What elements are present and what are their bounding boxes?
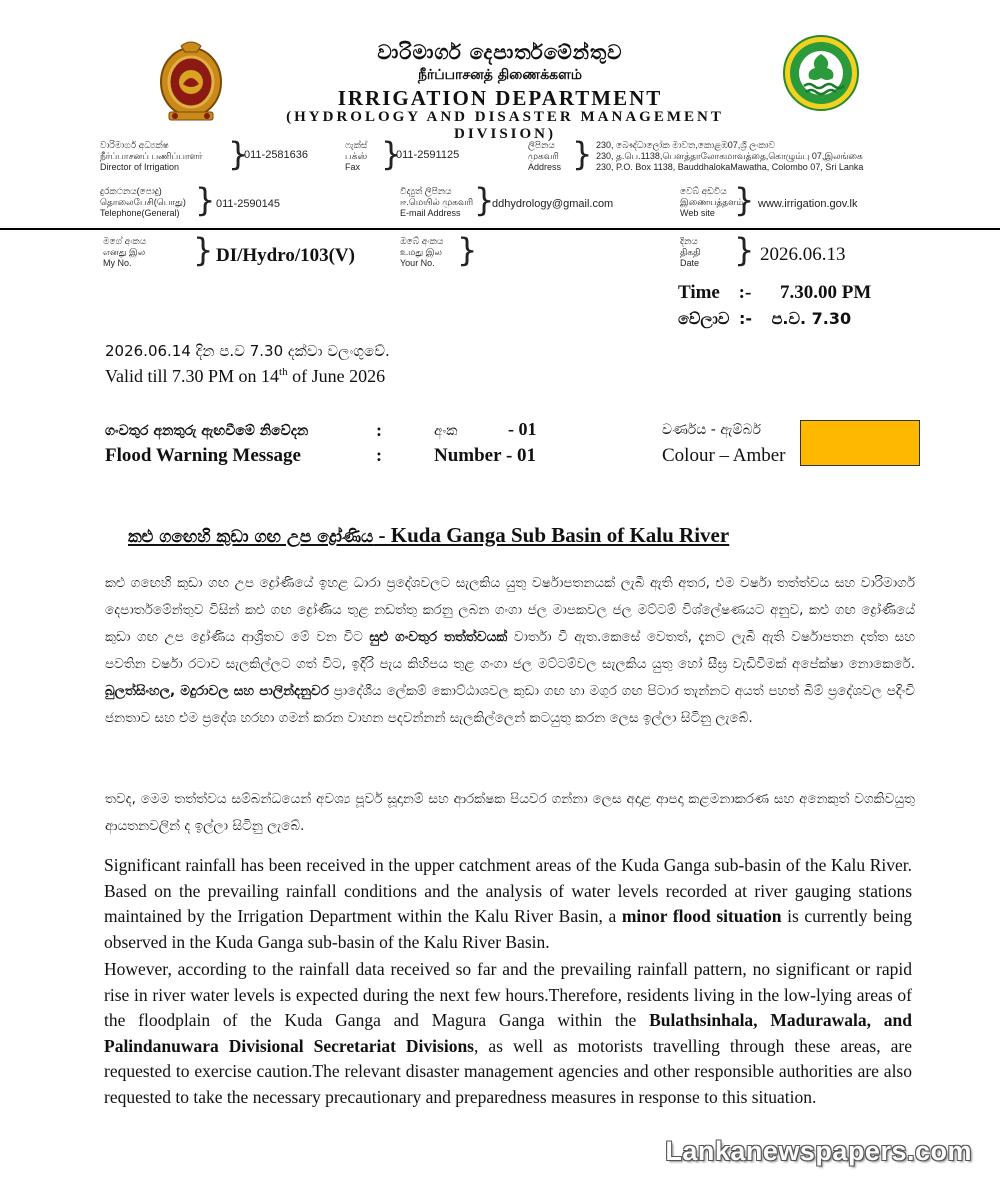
director-label: වාරිමාර්ග අධ්‍යක්ෂ நீர்ப்பாசனப் பணிப்பாளர் Director of Irrigation [100,140,203,172]
time-sinhala [678,309,851,329]
brace: } [474,181,495,219]
your-no-label: ඔබේ අංකය உமது இல Your No. [400,236,444,268]
body-sinhala-paragraph-2: තවද, මෙම තත්ත්වය සම්බන්ධයෙන් අවශ්‍ය පූර්ව සූදානම් සහ ආරක්ෂක පියවර ගන්නා ලෙස අදාළ ආපදා කළමනාකරණ සහ අනෙකුත් වගකිවයුතු ආයතනවලින් ද ඉල්ලා සිටිනු ලැබේ. [105,791,915,834]
text-run: වාර්තා වී ඇත.කෙසේ වෙතත්, දැනට ලැබී ඇති වර්ෂාපතන දත්ත සහ පවතින වර්ෂා රටාව සැලකිල්ලට ගත් විට, ඉදිරි පැය කිහිපය තුළ ගංගා ජල මට්ටම්වල සැලකිය යුතු හෝ සීඝ්‍ර වැඩිවීමක් අපේක්ෂා නොකෙරේ. [105,629,915,672]
colon: : [376,420,382,440]
colon: : [376,445,382,465]
brace: } [572,135,593,173]
validity-sinhala: 2026.06.14 දින ප.ව 7.30 දක්වා වලංගුවේ. [105,342,390,360]
brace: } [457,231,478,269]
text-run: කළු ගඟෙහි කුඩා ගඟ උප ද්‍රෝණියේ ඉහළ ධාරා ප්‍රදේශවලට සැලකිය යුතු වර්ෂාපතනයක් ලැබී ඇති අතර, එම වර්ෂා තත්ත්වය සහ වාරිමාර්ග දෙපාර්තමේන්තුව විසින් කළු ගඟ ද්‍රෝණිය තුළ නඩත්තු කරනු ලබන ගංගා ජල මාපකවල ජල මට්ටම් විශ්ලේෂණයට අනුව, කළු ගඟ ද්‍රෝණියේ කුඩා ගඟ උප ද්‍රෝණිය ආශ්‍රිතව මේ වන විට [105,575,915,645]
validity-en-sup: th [279,366,288,378]
telephone-label: දුරකථනය(පොදු) தொலைபேசி(பொது) Telephone(General) [100,186,186,218]
text-run-bold: බුලත්සිංහල, මදුරාවල සහ පාලින්දනුවර [105,683,329,699]
date-label: දිනය திகதி Date [680,236,701,268]
validity-en-pre: Valid till 7.30 PM on 14 [105,366,280,386]
time-label: Time [678,282,720,303]
telephone-number: 011-2590145 [216,198,281,210]
email-address[interactable]: ddhydrology@gmail.com [492,198,614,210]
brace: } [193,231,214,269]
brace: } [734,231,755,269]
website-label: වෙබ් අඩවිය இணையத்தளம் Web site [680,186,744,218]
email-label: විද්‍යුත් ලිපිනය ஈ.மெயில் முகவரி E-mail Address [400,186,474,218]
text-run: is currently being observed in the Kuda Ganga sub-basin of the Kalu River Basin. [104,906,912,952]
title-tamil: நீர்ப்பாசனத் திணைக்களம் [417,67,583,83]
time-english [678,282,871,304]
validity-english [105,366,385,387]
section-heading [128,523,729,548]
number-english: Number - 01 [434,445,537,466]
director-phone: 011-2581636 [244,149,309,161]
time-value: 7.30.00 PM [780,282,872,303]
message-type-english: Flood Warning Message [105,445,301,466]
text-run-bold: minor flood situation [621,906,782,927]
amber-colour-swatch [800,420,920,466]
colour-sinhala: වර්ණය - ඇම්බර් [662,422,761,438]
fax-label: ෆැක්ස් பக்ஸ் Fax [345,140,368,172]
watermark: Lankanewspapers.com [665,1136,972,1166]
time-value-si: ප.ව. 7.30 [771,309,852,328]
time-sep-si: :- [738,309,753,328]
body-sinhala-paragraph-1 [105,570,915,732]
division-title: (HYDROLOGY AND DISASTER MANAGEMENT DIVISION) [286,109,724,142]
address-value: 230, බෞද්ධාලෝක මාවත,කොළඹ07,ශ්‍රී ලංකාව 230, த.பெ.1138,பௌத்தாலோகமாவத்தை,கொழும்பு 07,இலங்கை 230, P.O. Box 1138, BauddhalokaMawatha, Colombo 07, Sri Lanka [596,140,864,172]
time-label-si: වේලාව [678,309,730,328]
date-value: 2026.06.13 [760,244,846,265]
text-run-bold: Bulathsinhala, Madurawala, and Palindanuwara Divisional Secretariat Divisions [104,1010,913,1056]
number-value-sinhala: - 01 [508,419,537,439]
validity-en-post: of June 2026 [287,366,386,386]
text-run: Significant rainfall has been received in the upper catchment areas of the Kuda Ganga sub-basin of the Kalu River. Based on the prevailing rainfall conditions and the analysis of water levels recorded at river gauging stations maintained by the Irrigation Department within the Kalu River Basin, a [104,855,912,927]
my-no-label: මගේ අංකය எனது இல My No. [103,236,147,268]
text-run: However, according to the rainfall data received so far and the prevailing rainfall pattern, no significant or rapid rise in river water levels is expected during the next few hours.Therefore, residents living in the low-lying areas of the floodplain of the Kuda Ganga and Magura Ganga within the [104,959,912,1031]
sri-lanka-emblem-logo [155,38,227,122]
text-run-bold: සුළු ගංවතුර තත්ත්වයක් [369,629,508,645]
heading-sinhala: කළු ගඟෙහි කුඩා ගඟ උප ද්‍රෝණිය [128,527,374,547]
text-run: ප්‍රාදේශීය ලේකම් කොට්ඨාශවල කුඩා ගඟ හා මගුර ගඟ පිටාර තැන්නට අයත් පහත් බිම් ප්‍රදේශවල පදිංචි ජනතාව සහ එම ප්‍රදේශ හරහා ගමන් කරන වාහන පදවන්නන් සැලකිල්ලෙන් කටයුතු කරන ලෙස ඉල්ලා සිටිනු ලැබේ. [105,683,915,726]
irrigation-department-logo [782,34,860,112]
colour-english: Colour – Amber [662,445,786,466]
number-label-sinhala: අංක [434,423,458,439]
fax-number: 011-2591125 [396,149,460,161]
text-run: , as well as motorists travelling through these areas, are requested to exercise caution.The relevant disaster management agencies and other responsible authorities are also requested to take the necessary precautionary and preparedness measures in response to this situation. [104,1035,912,1107]
brace: } [195,181,216,219]
brace: } [734,181,755,219]
body-english-paragraph-1 [104,853,912,955]
body-english-paragraph-2 [104,957,912,1111]
title-english: IRRIGATION DEPARTMENT [337,86,663,110]
website-url[interactable]: www.irrigation.gov.lk [758,198,858,210]
brace: } [228,135,249,173]
brace: } [381,135,402,173]
header-divider [0,228,1000,230]
address-label: ලිපිනය முகவரி Address [528,140,562,172]
my-no-value: DI/Hydro/103(V) [216,245,355,266]
heading-english: - Kuda Ganga Sub Basin of Kalu River [373,523,730,547]
time-sep: :- [738,282,752,303]
title-sinhala: වාරිමාර්ග දෙපාර්තමේන්තුව [377,40,623,64]
message-type-sinhala: ගංවතුර අනතුරු ඇඟවීමේ නිවේදන [105,423,309,439]
